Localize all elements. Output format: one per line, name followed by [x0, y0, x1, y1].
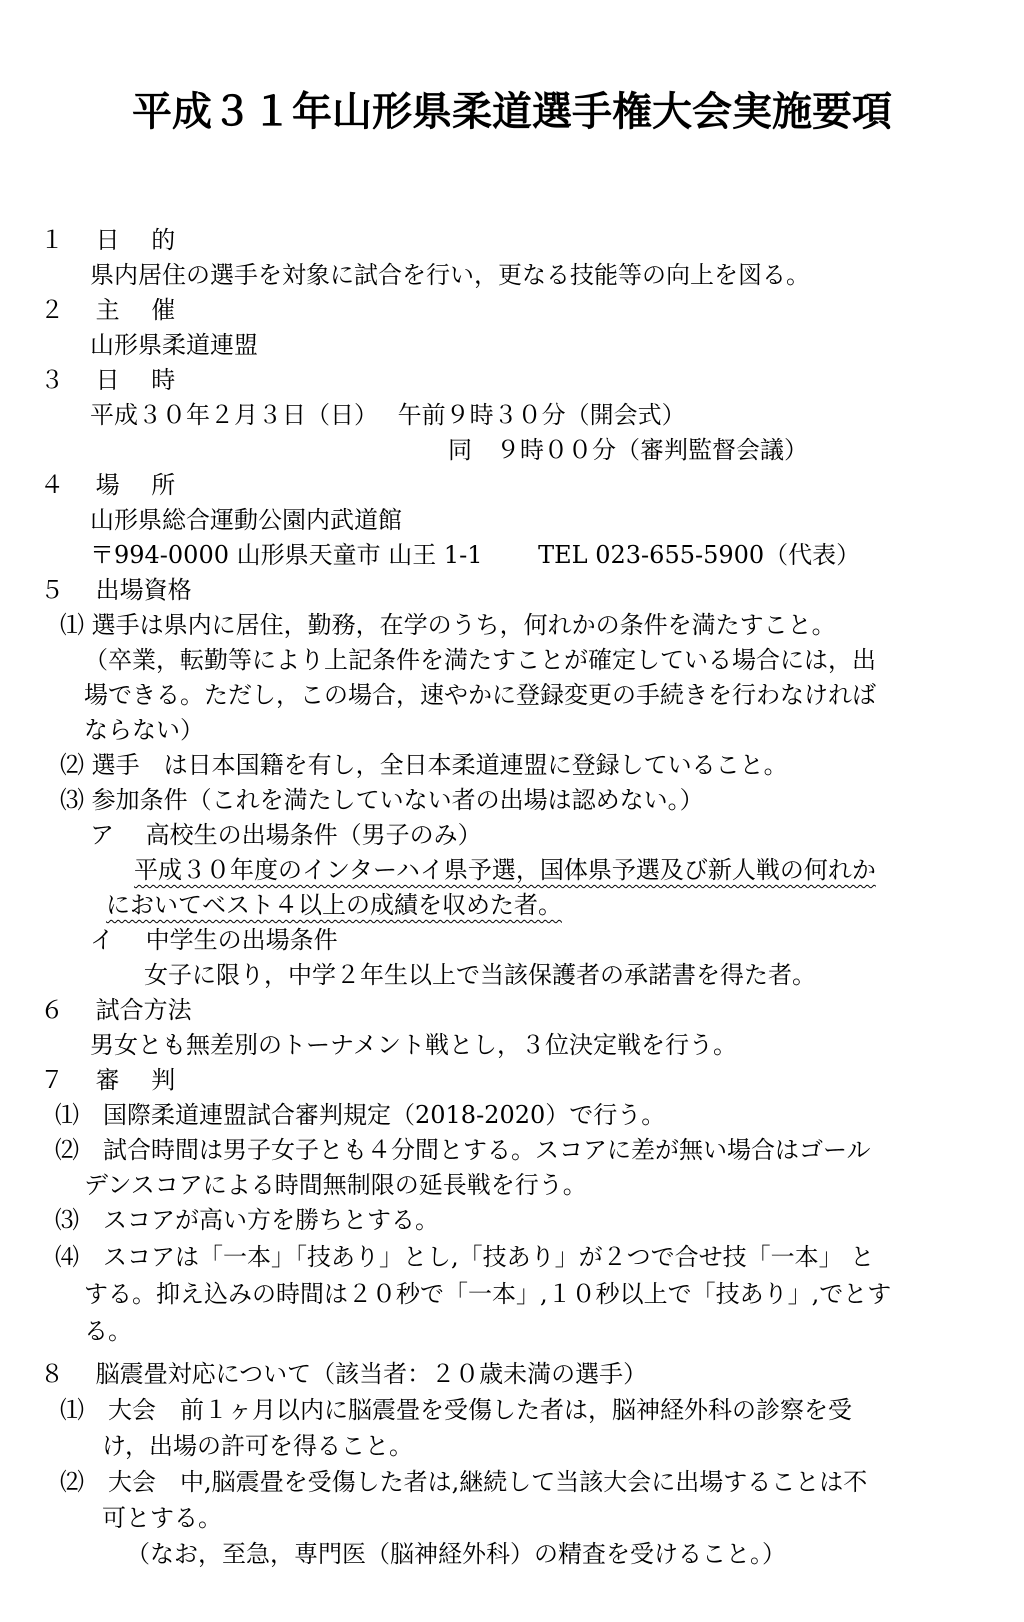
- datetime-opening: 平成３０年２月３日（日） 午前９時３０分（開会式）: [90, 401, 686, 429]
- refereeing-item-4: る。: [84, 1317, 132, 1345]
- concussion-item-2: ⑵ 大会 中,脳震畳を受傷した者は,継続して当該大会に出場することは不: [60, 1468, 868, 1496]
- document-title: 平成３１年山形県柔道選手権大会実施要項: [132, 89, 892, 135]
- section-heading-match-method: ６ 試合方法: [40, 996, 192, 1024]
- eligibility-item-1: ⑴ 選手は県内に居住，勤務，在学のうち，何れかの条件を満たすこと。: [60, 611, 836, 639]
- high-school-condition-text: 平成３０年度のインターハイ県予選，国体県予選及び新人戦の何れか: [134, 856, 876, 884]
- refereeing-item-2: ⑵ 試合時間は男子女子とも４分間とする。スコアに差が無い場合はゴール: [55, 1136, 871, 1164]
- eligibility-item-2: ⑵ 選手 は日本国籍を有し，全日本柔道連盟に登録していること。: [60, 751, 788, 779]
- eligibility-item-1-note: ならない）: [84, 716, 204, 744]
- eligibility-item-1-note: 場できる。ただし，この場合，速やかに登録変更の手続きを行わなければ: [84, 681, 876, 709]
- section-heading-venue: ４ 場 所: [40, 471, 176, 499]
- concussion-item-1: け，出場の許可を得ること。: [102, 1432, 414, 1460]
- section-heading-datetime: ３ 日 時: [40, 366, 176, 394]
- venue-name: 山形県総合運動公園内武道館: [90, 506, 402, 534]
- section-heading-refereeing: ７ 審 判: [40, 1066, 176, 1094]
- high-school-condition-text: においてベスト４以上の成績を収めた者。: [106, 891, 562, 919]
- section-heading-purpose: １ 日 的: [40, 226, 176, 254]
- eligibility-item-1-note: （卒業，転勤等により上記条件を満たすことが確定している場合には，出: [84, 646, 876, 674]
- section-heading-eligibility: ５ 出場資格: [40, 576, 192, 604]
- match-method-text: 男女とも無差別のトーナメント戦とし，３位決定戦を行う。: [90, 1031, 738, 1059]
- concussion-item-2: 可とする。: [102, 1504, 222, 1532]
- concussion-item-1: ⑴ 大会 前１ヶ月以内に脳震畳を受傷した者は，脳神経外科の診察を受: [60, 1396, 852, 1424]
- concussion-note: （なお，至急，専門医（脳神経外科）の精査を受けること。）: [126, 1540, 786, 1568]
- junior-high-condition-heading: イ 中学生の出場条件: [90, 926, 338, 954]
- purpose-text: 県内居住の選手を対象に試合を行い，更なる技能等の向上を図る。: [90, 261, 810, 289]
- junior-high-condition-text: 女子に限り，中学２年生以上で当該保護者の承諾書を得た者。: [144, 961, 816, 989]
- eligibility-item-3: ⑶ 参加条件（これを満たしていない者の出場は認めない。）: [60, 786, 704, 814]
- refereeing-item-4: ⑷ スコアは「一本」「技あり」とし,「技あり」が２つで合せ技「一本」 と: [55, 1243, 875, 1271]
- refereeing-item-4: する。抑え込みの時間は２０秒で「一本」,１０秒以上で「技あり」,でとす: [84, 1280, 892, 1308]
- datetime-meeting: 同 ９時００分（審判監督会議）: [448, 436, 808, 464]
- section-heading-organizer: ２ 主 催: [40, 296, 176, 324]
- organizer-text: 山形県柔道連盟: [90, 331, 258, 359]
- high-school-condition-heading: ア 高校生の出場条件（男子のみ）: [90, 821, 482, 849]
- refereeing-item-3: ⑶ スコアが高い方を勝ちとする。: [55, 1206, 439, 1234]
- refereeing-item-2: デンスコアによる時間無制限の延長戦を行う。: [84, 1171, 587, 1199]
- section-heading-concussion: ８ 脳震畳対応について（該当者：２０歳未満の選手）: [40, 1360, 648, 1388]
- refereeing-item-1: ⑴ 国際柔道連盟試合審判規定（2018-2020）で行う。: [55, 1101, 666, 1129]
- venue-address: 〒994-0000 山形県天童市 山王 1-1 TEL 023-655-5900（代表）: [90, 541, 861, 569]
